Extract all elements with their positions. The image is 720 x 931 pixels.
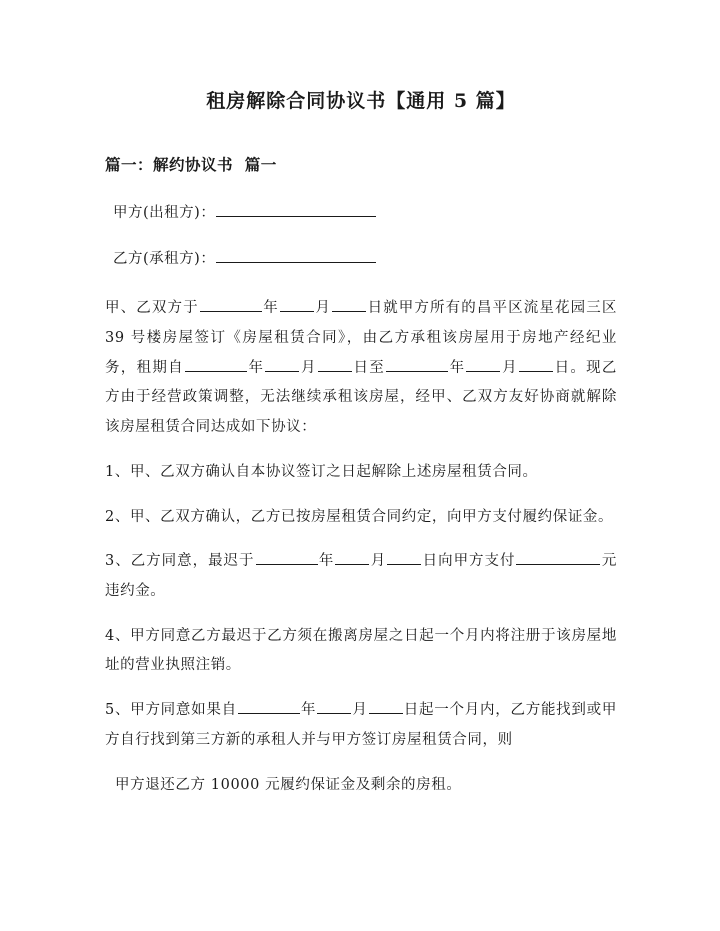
clause-5-number: 5、 — [105, 702, 131, 719]
clause-5-unit-month: 月 — [352, 702, 368, 719]
preamble-unit-month-1: 月 — [314, 300, 332, 317]
preamble-unit-month-2: 月 — [300, 359, 317, 376]
clause-3-text-start: 乙方同意，最迟于 — [130, 553, 255, 570]
preamble-unit-month-3: 月 — [501, 359, 518, 376]
clause-2-number: 2、 — [105, 508, 130, 525]
clause-3-text-mid: 日向甲方支付 — [422, 553, 516, 570]
clause-4-text: 甲方同意乙方最迟于乙方须在搬离房屋之日起一个月内将注册于该房屋地址的营业执照注销。 — [105, 627, 617, 674]
clause-1-text: 甲、乙双方确认自本协议签订之日起解除上述房屋租赁合同。 — [129, 463, 538, 480]
preamble-blank-month-2[interactable] — [265, 357, 299, 372]
clause-5-unit-year: 年 — [300, 702, 317, 719]
preamble-blank-year-3[interactable] — [386, 357, 448, 372]
clause-5 — [105, 696, 617, 755]
preamble-blank-day-3[interactable] — [519, 357, 553, 372]
clause-3-unit-year: 年 — [318, 553, 335, 570]
party-label-lessee: 乙方(承租方)： — [113, 251, 216, 268]
party-field-lessor — [105, 202, 617, 225]
preamble-text-end: 日。现乙方由于经营政策调整，无法继续承租该房屋，经甲、乙双方友好协商就解除该房屋租赁合同达成如下协议： — [105, 359, 617, 436]
preamble-text-to: 日至 — [352, 359, 385, 376]
clause-5-blank-day[interactable] — [369, 699, 403, 714]
clause-3 — [105, 547, 617, 606]
preamble-text-start: 甲、乙双方于 — [105, 300, 199, 317]
clause-5-text-start: 甲方同意如果自 — [130, 702, 237, 719]
clause-5-final-line — [105, 771, 617, 801]
clause-3-number: 3、 — [105, 553, 131, 570]
clause-1-number: 1、 — [105, 463, 130, 480]
preamble-blank-month-1[interactable] — [280, 297, 314, 312]
clause-4-number: 4、 — [105, 627, 131, 644]
clause-5-text-mid: 日起一个月内，乙方能找到或甲方自行找到第三方新的承租人并与甲方签订房屋租赁合同，则 — [105, 702, 617, 748]
clause-5-text-end: 甲方退还乙方 10000 元履约保证金及剩余的房租。 — [115, 776, 462, 793]
clause-3-unit-month: 月 — [370, 553, 387, 570]
preamble-blank-month-3[interactable] — [466, 357, 500, 372]
clause-5-blank-year[interactable] — [238, 699, 300, 714]
party-blank-lessee[interactable] — [216, 248, 376, 263]
clause-2-text: 甲、乙双方确认，乙方已按房屋租赁合同约定，向甲方支付履约保证金。 — [129, 508, 614, 525]
preamble-text-address: 日就甲方所有的昌平区流星花园三区 39 号楼房屋签订《房屋租赁合同》，由乙方承租该房屋用于房地产经纪业务，租期自 — [105, 300, 617, 376]
party-label-lessor: 甲方(出租方)： — [113, 204, 216, 221]
clause-3-blank-month[interactable] — [335, 550, 369, 565]
clause-3-blank-day[interactable] — [387, 550, 421, 565]
preamble-blank-day-1[interactable] — [332, 297, 366, 312]
clause-4 — [105, 622, 617, 681]
clause-1 — [105, 458, 617, 488]
page-title: 租房解除合同协议书【通用 5 篇】 — [206, 90, 516, 112]
clause-3-text-end: 元违约金。 — [105, 553, 617, 599]
preamble-unit-year-3: 年 — [449, 359, 466, 376]
clause-5-blank-month[interactable] — [317, 699, 351, 714]
party-blank-lessor[interactable] — [216, 202, 376, 217]
preamble-blank-day-2[interactable] — [318, 357, 352, 372]
clause-2 — [105, 503, 617, 533]
preamble-paragraph — [105, 294, 617, 443]
party-field-lessee — [105, 248, 617, 271]
preamble-unit-year-1: 年 — [262, 300, 279, 317]
preamble-unit-year-2: 年 — [247, 359, 265, 376]
preamble-blank-year-1[interactable] — [200, 297, 262, 312]
section-heading: 篇一：解约协议书 篇一 — [105, 154, 277, 174]
clause-3-blank-year[interactable] — [256, 550, 318, 565]
clause-3-blank-amount[interactable] — [516, 550, 600, 565]
preamble-blank-year-2[interactable] — [185, 357, 247, 372]
document-body — [105, 88, 617, 800]
